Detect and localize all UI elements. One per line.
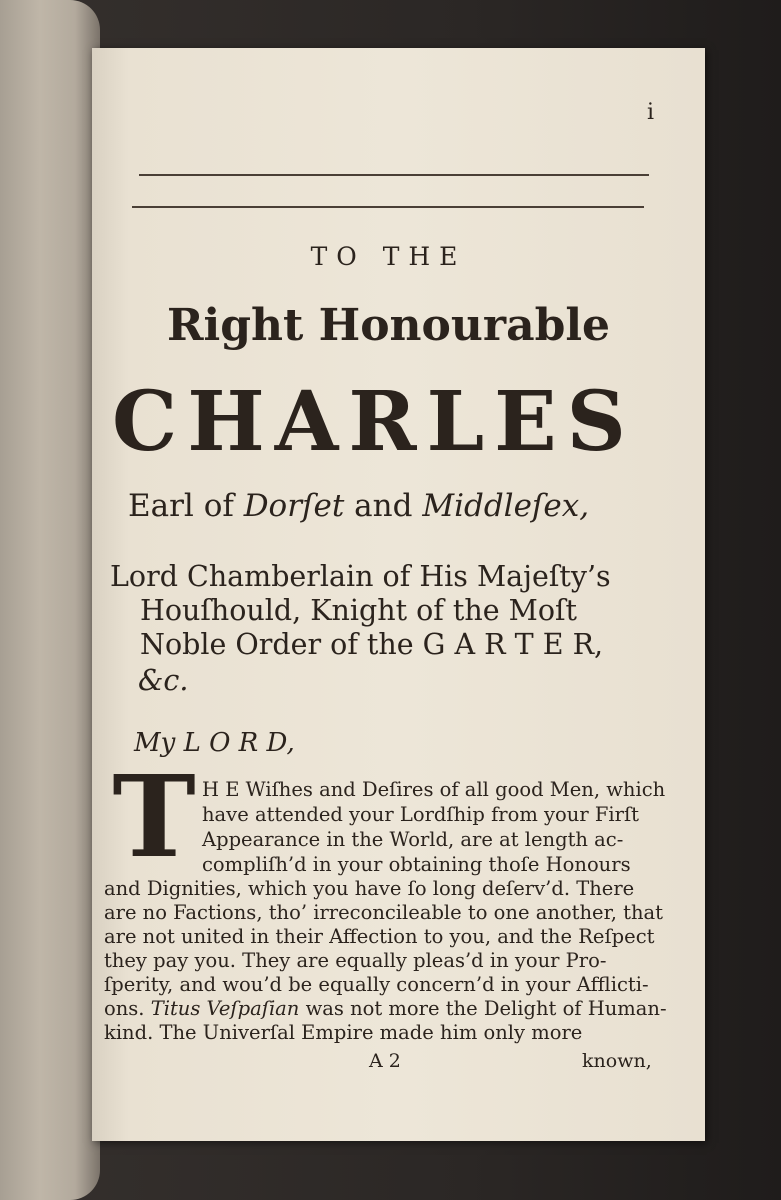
- body-line-8: they pay you. They are equally pleas’d in your Pro-: [104, 949, 607, 972]
- drop-cap: T: [112, 752, 196, 883]
- salutation: My L O R D,: [134, 728, 295, 758]
- body-line-4: compliſh’d in your obtaining thoſe Honours: [202, 853, 631, 876]
- body-line-7: are not united in their Affection to you, and the Reſpect: [104, 925, 655, 948]
- body-line-11: kind. The Univerſal Empire made him only more: [104, 1021, 583, 1044]
- book-page: [92, 48, 705, 1141]
- body-line-10-end: was not more the Delight of Human-: [305, 997, 667, 1020]
- body-line-3: Appearance in the World, are at length ac-: [202, 828, 624, 851]
- body-line-10: [104, 997, 667, 1020]
- page-number: i: [647, 100, 655, 125]
- titus-vespasian: Titus Veſpaſian: [150, 997, 300, 1020]
- body-line-9: ſperity, and wou’d be equally concern’d in your Afflicti-: [104, 973, 649, 996]
- heading-to-the: TO THE: [310, 242, 467, 271]
- body-line-5: and Dignities, which you have ſo long deſerv’d. There: [104, 877, 635, 900]
- top-rule-2: [132, 206, 644, 208]
- titles-line-1: Lord Chamberlain of His Majeſty’s: [110, 560, 611, 593]
- left-page-edge: [0, 0, 100, 1200]
- earl-prefix: Earl of: [128, 488, 244, 524]
- body-line-10-start: ons.: [104, 997, 145, 1020]
- body-line-2: have attended your Lordſhip from your Firſt: [202, 803, 640, 826]
- earl-line: [128, 488, 589, 524]
- body-line-6: are no Factions, tho’ irreconcileable to one another, that: [104, 901, 664, 924]
- titles-line-3: Noble Order of the G A R T E R,: [140, 628, 604, 661]
- middlesex-text: Middleſex,: [422, 488, 590, 524]
- earl-and: and: [344, 488, 423, 524]
- catchword: known,: [582, 1050, 652, 1072]
- titles-line-2: Houſhould, Knight of the Moſt: [140, 594, 577, 627]
- titles-line-4: &c.: [138, 664, 189, 697]
- heading-name: CHARLES: [112, 374, 636, 470]
- top-rule-1: [139, 174, 649, 176]
- signature-mark: A 2: [369, 1050, 401, 1072]
- heading-right-honourable: Right Honourable: [166, 300, 611, 351]
- body-line-1: H E Wiſhes and Deſires of all good Men, which: [202, 778, 666, 801]
- dorset-text: Dorſet: [243, 488, 345, 524]
